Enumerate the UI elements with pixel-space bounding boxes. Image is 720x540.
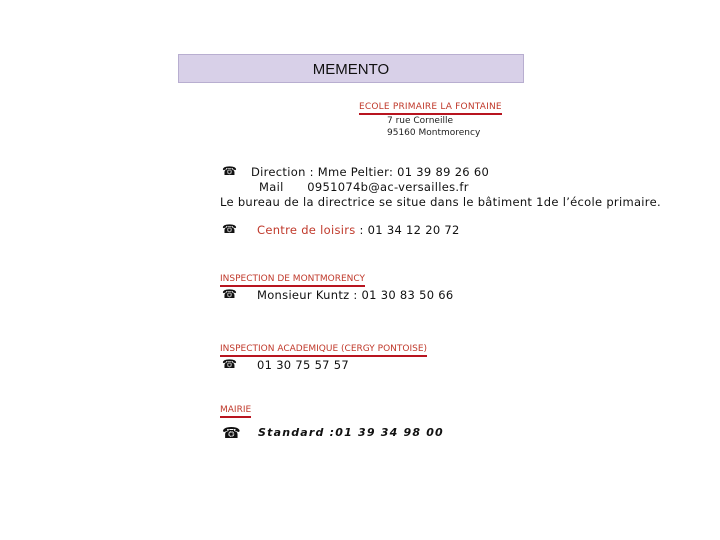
inspection-heading bbox=[220, 274, 365, 287]
page-title: MEMENTO bbox=[178, 54, 524, 83]
school-city: 95160 Montmorency bbox=[387, 128, 481, 138]
phone-icon: ☎ bbox=[222, 222, 237, 236]
school-name bbox=[359, 102, 502, 115]
leisure-label: Centre de loisirs bbox=[257, 223, 356, 237]
mairie-heading-text: MAIRIE bbox=[220, 405, 251, 418]
mairie-heading bbox=[220, 405, 251, 418]
phone-icon: ☎ bbox=[222, 164, 237, 178]
phone-icon: ☎ bbox=[222, 424, 241, 442]
phone-icon: ☎ bbox=[222, 357, 237, 371]
direction-line: Direction : Mme Peltier: 01 39 89 26 60 bbox=[251, 165, 490, 179]
inspection-heading-text: INSPECTION DE MONTMORENCY bbox=[220, 274, 365, 287]
academic-heading-text: INSPECTION ACADEMIQUE (CERGY PONTOISE) bbox=[220, 344, 427, 357]
mairie-line: Standard :01 39 34 98 00 bbox=[258, 426, 444, 439]
school-street: 7 rue Corneille bbox=[387, 116, 454, 126]
direction-note: Le bureau de la directrice se situe dans le bâtiment 1de l’école primaire. bbox=[220, 195, 661, 209]
direction-mail: Mail 0951074b@ac-versailles.fr bbox=[259, 180, 469, 194]
leisure-line bbox=[257, 223, 460, 237]
school-name-text: ECOLE PRIMAIRE LA FONTAINE bbox=[359, 102, 502, 115]
leisure-phone: : 01 34 12 20 72 bbox=[359, 223, 460, 237]
inspection-line: Monsieur Kuntz : 01 30 83 50 66 bbox=[257, 288, 454, 302]
academic-heading bbox=[220, 344, 427, 357]
academic-line: 01 30 75 57 57 bbox=[257, 358, 349, 372]
phone-icon: ☎ bbox=[222, 287, 237, 301]
